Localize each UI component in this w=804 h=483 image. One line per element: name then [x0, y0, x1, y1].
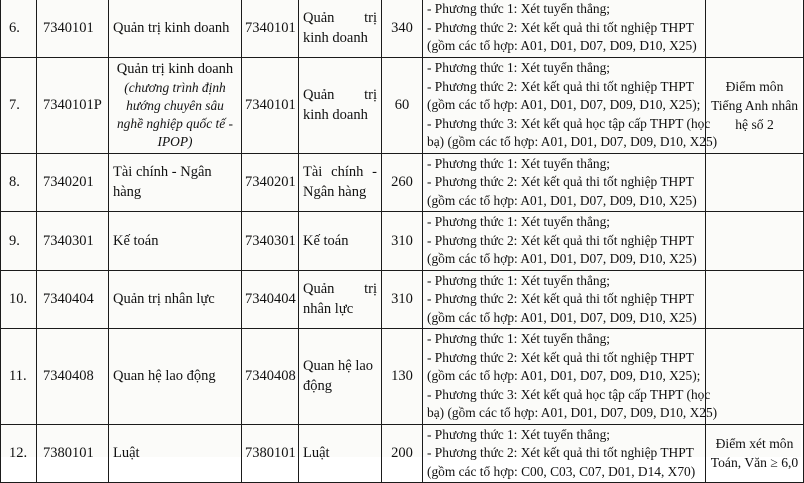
major-name: Quan hệ lao động — [109, 329, 242, 425]
table-row — [1, 270, 804, 329]
major-group-code: 7340201 — [242, 153, 299, 212]
note — [706, 153, 804, 212]
major-group-name — [299, 153, 382, 212]
method-line: - Phương thức 2: Xét kết quả thi tốt nghiệp THPT — [427, 232, 694, 248]
note — [706, 270, 804, 329]
method-line: - Phương thức 2: Xét kết quả thi tốt nghiệp THPT — [427, 78, 694, 94]
quota: 310 — [382, 212, 423, 271]
table-row — [1, 58, 804, 154]
admission-methods — [423, 424, 706, 483]
major-code: 7340101P — [37, 58, 109, 154]
quota: 340 — [382, 0, 423, 58]
quota: 260 — [382, 153, 423, 212]
row-number: 7. — [1, 58, 37, 154]
major-group-code: 7340101 — [242, 58, 299, 154]
table-row — [1, 424, 804, 483]
method-line: (gồm các tổ hợp: C00, C03, C07, D01, D14, X70) — [427, 463, 696, 479]
method-line: bạ) (gồm các tổ hợp: A01, D01, D07, D09, D10, X25) — [427, 134, 718, 149]
major-group-name-line1: Quản trị — [303, 87, 377, 104]
major-code: 7380101 — [37, 424, 109, 483]
major-group-name — [299, 0, 382, 58]
major-name: Luật — [109, 424, 242, 483]
admission-methods — [423, 0, 706, 58]
note: Điểm môn Tiếng Anh nhân hệ số 2 — [706, 58, 804, 154]
method-line: - Phương thức 2: Xét kết quả thi tốt nghiệp THPT — [427, 349, 694, 365]
method-line: bạ) (gồm các tổ hợp: A01, D01, D07, D09, D10, X25) — [427, 405, 718, 420]
major-group-name-line2: kinh doanh — [303, 107, 368, 124]
row-number: 8. — [1, 153, 37, 212]
quota: 310 — [382, 270, 423, 329]
major-group-name-line1: Quản trị — [303, 10, 377, 26]
major-name: Tài chính - Ngân hàng — [109, 153, 242, 212]
major-name: Quản trị nhân lực — [109, 270, 242, 329]
method-line: - Phương thức 1: Xét tuyển thẳng; — [427, 426, 611, 442]
method-line: - Phương thức 1: Xét tuyển thẳng; — [427, 155, 611, 171]
major-group-name-line1: Luật — [303, 445, 330, 462]
major-code: 7340101 — [37, 0, 109, 58]
major-group-name-line2: kinh doanh — [303, 30, 368, 46]
method-line: - Phương thức 2: Xét kết quả thi tốt nghiệp THPT — [427, 445, 694, 460]
method-line: (gồm các tổ hợp: A01, D01, D07, D09, D10, X25); — [427, 97, 701, 112]
method-line: - Phương thức 2: Xét kết quả thi tốt nghiệp THPT — [427, 19, 694, 35]
method-line: (gồm các tổ hợp: A01, D01, D07, D09, D10, X25) — [427, 309, 697, 325]
row-number: 9. — [1, 212, 37, 271]
method-line: - Phương thức 3: Xét kết quả học tập cấp THPT (học — [427, 115, 711, 131]
admission-methods — [423, 270, 706, 329]
admission-methods — [423, 212, 706, 271]
major-name — [109, 58, 242, 154]
note: Điểm xét môn Toán, Văn ≥ 6,0 — [706, 424, 804, 483]
table-row — [1, 0, 804, 58]
row-number: 12. — [1, 424, 37, 483]
method-line: (gồm các tổ hợp: A01, D01, D07, D09, D10, X25) — [427, 38, 697, 54]
major-code: 7340408 — [37, 329, 109, 425]
note — [706, 0, 804, 58]
method-line: - Phương thức 1: Xét tuyển thẳng; — [427, 214, 611, 229]
major-group-name-line2: động — [303, 378, 332, 395]
major-code: 7340301 — [37, 212, 109, 271]
major-name: Kế toán — [109, 212, 242, 271]
table-row — [1, 153, 804, 212]
major-code: 7340201 — [37, 153, 109, 212]
major-group-code: 7340301 — [242, 212, 299, 271]
admission-methods — [423, 153, 706, 212]
major-group-name-line1: Tài chính - — [303, 164, 377, 181]
major-group-name — [299, 424, 382, 483]
method-line: - Phương thức 2: Xét kết quả thi tốt nghiệp THPT — [427, 291, 694, 306]
major-name-subtitle: (chương trình định hướng chuyên sâu nghề nghiệp quốc tế - IPOP) — [116, 80, 234, 150]
note — [706, 212, 804, 271]
quota: 200 — [382, 424, 423, 483]
major-group-name-line2: nhân lực — [303, 301, 354, 318]
table-row — [1, 329, 804, 425]
admission-methods — [423, 58, 718, 154]
major-group-name-line1: Quản trị — [303, 281, 377, 298]
major-group-code: 7340404 — [242, 270, 299, 329]
table-row — [1, 212, 804, 271]
method-line: - Phương thức 2: Xét kết quả thi tốt nghiệp THPT — [427, 174, 694, 189]
row-number: 6. — [1, 0, 37, 58]
admission-methods — [423, 329, 718, 425]
quota: 130 — [382, 329, 423, 425]
major-group-name — [299, 329, 382, 425]
major-group-name-line1: Quan hệ lao — [303, 358, 374, 375]
method-line: (gồm các tổ hợp: A01, D01, D07, D09, D10, X25) — [427, 251, 697, 266]
major-group-name-line1: Kế toán — [303, 232, 349, 249]
method-line: - Phương thức 1: Xét tuyển thẳng; — [427, 331, 611, 346]
method-line: (gồm các tổ hợp: A01, D01, D07, D09, D10, X25); — [427, 368, 701, 383]
method-line: - Phương thức 3: Xét kết quả học tập cấp THPT (học — [427, 386, 711, 402]
major-name-main: Quản trị kinh doanh — [116, 61, 234, 78]
major-group-name — [299, 212, 382, 271]
method-line: (gồm các tổ hợp: A01, D01, D07, D09, D10, X25) — [427, 192, 697, 208]
major-group-name — [299, 58, 382, 154]
note — [706, 329, 804, 425]
method-line: - Phương thức 1: Xét tuyển thẳng; — [427, 272, 611, 288]
major-group-code: 7380101 — [242, 424, 299, 483]
major-group-code: 7340408 — [242, 329, 299, 425]
major-name: Quản trị kinh doanh — [109, 0, 242, 58]
method-line: - Phương thức 1: Xét tuyển thẳng; — [427, 1, 611, 17]
row-number: 10. — [1, 270, 37, 329]
major-group-name-line2: Ngân hàng — [303, 184, 367, 201]
major-group-name — [299, 270, 382, 329]
method-line: - Phương thức 1: Xét tuyển thẳng; — [427, 60, 611, 75]
major-code: 7340404 — [37, 270, 109, 329]
major-group-code: 7340101 — [242, 0, 299, 58]
row-number: 11. — [1, 329, 37, 425]
quota: 60 — [382, 58, 423, 154]
